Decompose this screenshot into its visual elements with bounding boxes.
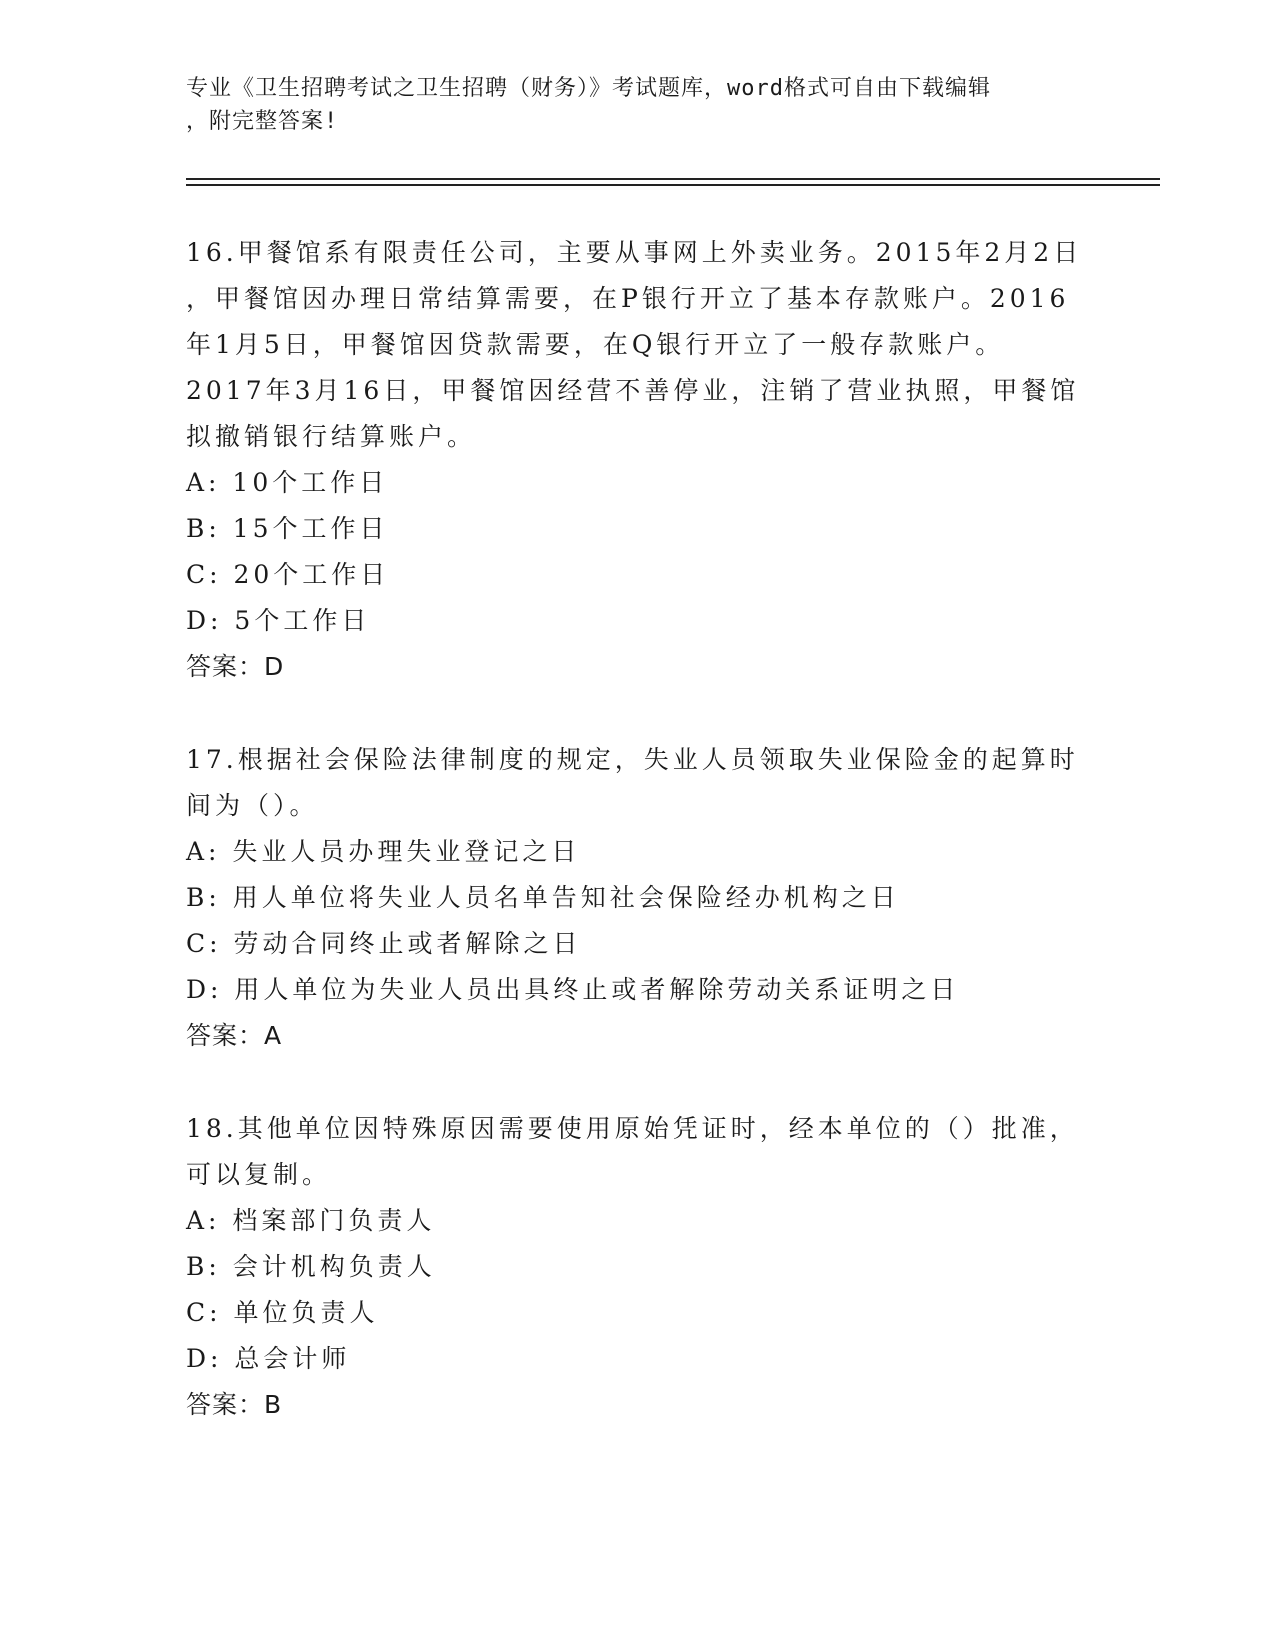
question-stem-line: ，甲餐馆因办理日常结算需要，在P银行开立了基本存款账户。2016 (186, 284, 1070, 313)
option-b: B: 15个工作日 (186, 514, 389, 543)
header-line-1: 专业《卫生招聘考试之卫生招聘（财务）》考试题库，word格式可自由下载编辑 (186, 76, 991, 101)
question-stem-line: 18.其他单位因特殊原因需要使用原始凭证时，经本单位的（）批准， (186, 1114, 1079, 1143)
question-stem-line: 拟撤销银行结算账户。 (186, 422, 477, 451)
option-d: D: 用人单位为失业人员出具终止或者解除劳动关系证明之日 (186, 975, 960, 1004)
question-stem-line: 2017年3月16日，甲餐馆因经营不善停业，注销了营业执照，甲餐馆 (186, 376, 1080, 405)
document-header (186, 72, 1086, 138)
question-stem-line: 间为（）。 (186, 791, 319, 820)
option-b: B: 用人单位将失业人员名单告知社会保险经办机构之日 (186, 883, 900, 912)
question-17 (186, 737, 1146, 1059)
option-c: C: 20个工作日 (186, 560, 390, 589)
option-c: C: 劳动合同终止或者解除之日 (186, 929, 582, 958)
option-a: A: 失业人员办理失业登记之日 (186, 837, 581, 866)
question-stem-line: 可以复制。 (186, 1160, 332, 1189)
option-a: A: 10个工作日 (186, 468, 389, 497)
option-c: C: 单位负责人 (186, 1298, 379, 1327)
header-line-2: ，附完整答案! (186, 109, 339, 134)
question-stem-line: 17.根据社会保险法律制度的规定，失业人员领取失业保险金的起算时 (186, 745, 1079, 774)
option-b: B: 会计机构负责人 (186, 1252, 436, 1281)
question-16 (186, 230, 1146, 690)
question-stem-line: 年1月5日，甲餐馆因贷款需要，在Q银行开立了一般存款账户。 (186, 330, 1005, 359)
answer-line: 答案：B (186, 1390, 283, 1419)
header-divider-bottom (186, 184, 1160, 186)
option-a: A: 档案部门负责人 (186, 1206, 436, 1235)
option-d: D: 5个工作日 (186, 606, 371, 635)
answer-line: 答案：D (186, 652, 285, 681)
question-stem-line: 16.甲餐馆系有限责任公司，主要从事网上外卖业务。2015年2月2日 (186, 238, 1083, 267)
header-divider-top (186, 178, 1160, 180)
answer-line: 答案：A (186, 1021, 283, 1050)
option-d: D: 总会计师 (186, 1344, 351, 1373)
question-18 (186, 1106, 1146, 1428)
